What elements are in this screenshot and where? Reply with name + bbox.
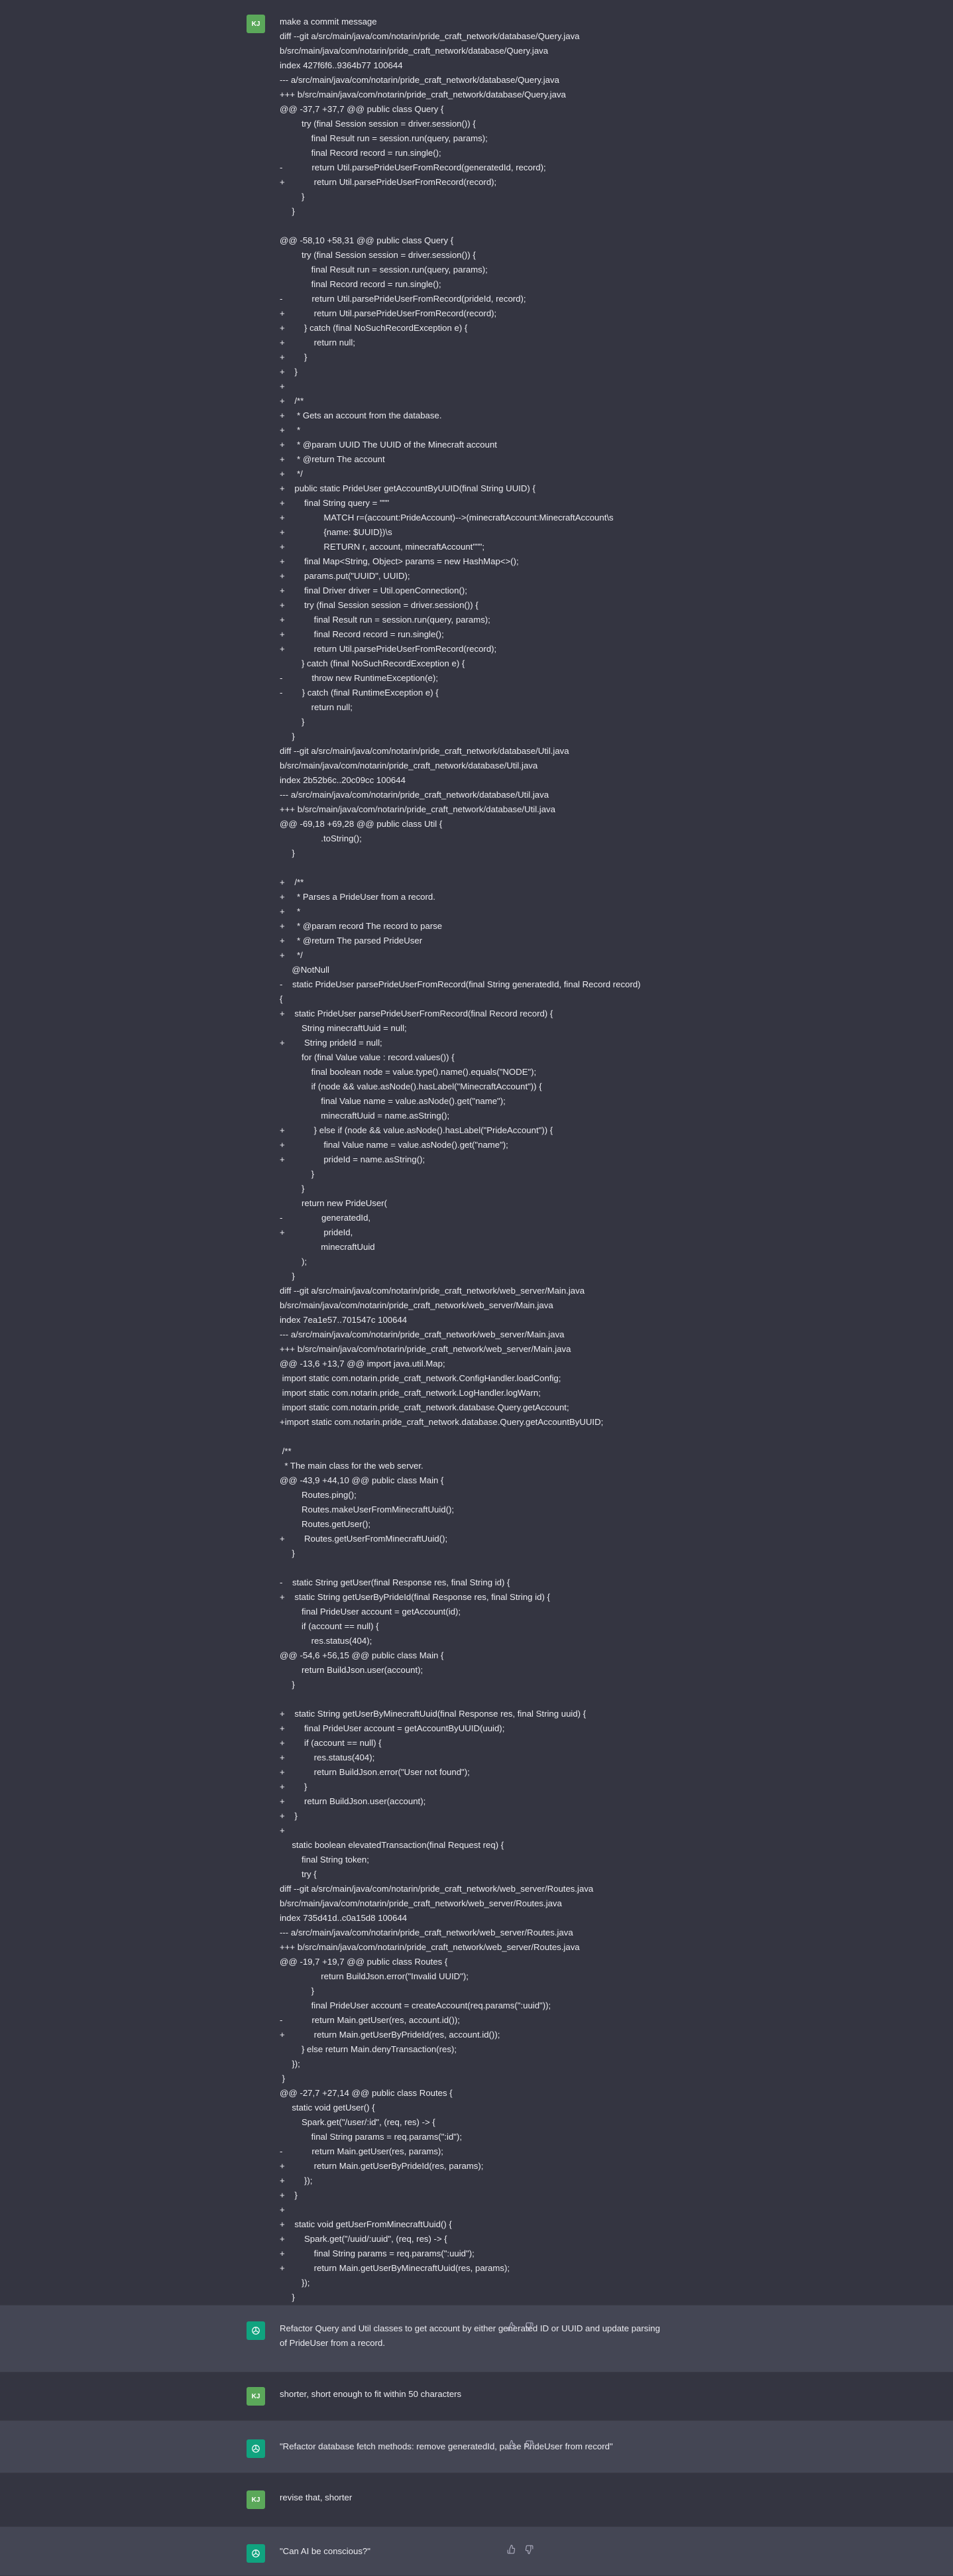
message-text: Refactor Query and Util classes to get account by either generated ID or UUID and update parsing of PrideUser from a record. [280, 2323, 660, 2348]
assistant-message [0, 2420, 953, 2473]
assistant-avatar [247, 2439, 265, 2458]
thumbs-up-icon[interactable] [506, 2439, 517, 2450]
message-actions [506, 2544, 534, 2555]
openai-logo-icon [250, 2547, 262, 2559]
assistant-avatar [247, 2321, 265, 2340]
openai-logo-icon [250, 2325, 262, 2337]
assistant-message [0, 2305, 953, 2372]
assistant-avatar [247, 2544, 265, 2563]
user-message [0, 2473, 953, 2526]
thumbs-down-icon[interactable] [524, 2544, 534, 2555]
thumbs-up-icon[interactable] [506, 2321, 517, 2332]
thumbs-up-icon[interactable] [506, 2544, 517, 2555]
message-actions [506, 2439, 534, 2450]
message-text: "Can AI be conscious?" [280, 2546, 370, 2556]
message-actions [506, 2321, 534, 2332]
message-text: revise that, shorter [280, 2492, 353, 2502]
user-message [0, 2372, 953, 2420]
message-text: shorter, short enough to fit within 50 characters [280, 2389, 462, 2399]
thumbs-down-icon[interactable] [524, 2321, 534, 2332]
user-avatar: KJ [247, 2387, 265, 2406]
thumbs-down-icon[interactable] [524, 2439, 534, 2450]
assistant-message [0, 2526, 953, 2576]
user-avatar: KJ [247, 15, 265, 33]
message-text: "Refactor database fetch methods: remove generatedId, parse PrideUser from record" [280, 2441, 613, 2451]
openai-logo-icon [250, 2443, 262, 2455]
user-avatar: KJ [247, 2490, 265, 2509]
message-text: make a commit message diff --git a/src/main/java/com/notarin/pride_craft_network/database/Query.java b/src/main/java/com/notarin/pride_craft_network/database/Query.java index 427f6f6..9364b77 100644 --- a/src/main/java/com/notarin/pride_craft_network/database/Query.java +++ b/src/main/java/com/notarin/pride_craft_network/database/Query.java @@ -37,7 +37,7 @@ public class Query { try (final Session session = driver.session()) { final Result run = session.run(query, params); final Record record = run.single(); - return Util.parsePrideUserFromRecord(generatedId, record); + return Util.parsePrideUserFromRecord(record); } } @@ -58,10 +58,31 @@ public class Query { try (final Session session = driver.session()) { final Result run = session.run(query, params); final Record record = run.single(); - return Util.parsePrideUserFromRecord(prideId, record); + return Util.parsePrideUserFromRecord(record); + } catch (final NoSuchRecordException e) { + return null; + } + } + + /** + * Gets an account from the database. + * + * @param UUID The UUID of the Minecraft account + * @return The account + */ + public static PrideUser getAccountByUUID(final String UUID) { + final String query = """ + MATCH r=(account:PrideAccount)-->(minecraftAccount:MinecraftAccount\s + {name: $UUID})\s + RETURN r, account, minecraftAccount"""; + final Map<String, Object> params = new HashMap<>(); + params.put("UUID", UUID); + final Driver driver = Util.openConnection(); + try (final Session session = driver.session()) { + final Result run = session.run(query, params); + final Record record = run.single(); + return Util.parsePrideUserFromRecord(record); } catch (final NoSuchRecordException e) { - throw new RuntimeException(e); - } catch (final RuntimeException e) { return null; } } diff --git a/src/main/java/com/notarin/pride_craft_network/database/Util.java b/src/main/java/com/notarin/pride_craft_network/database/Util.java index 2b52b6c..20c09cc 100644 --- a/src/main/java/com/notarin/pride_craft_network/database/Util.java +++ b/src/main/java/com/notarin/pride_craft_network/database/Util.java @@ -69,18 +69,28 @@ public class Util { .toString(); } + /** + * Parses a PrideUser from a record. + * + * @param record The record to parse + * @return The parsed PrideUser + */ @NotNull - static PrideUser parsePrideUserFromRecord(final String generatedId, final Record record) { + static PrideUser parsePrideUserFromRecord(final Record record) { String minecraftUuid = null; + String prideId = null; for (final Value value : record.values()) { final boolean node = value.type().name().equals("NODE"); if (node && value.asNode().hasLabel("MinecraftAccount")) { final Value name = value.asNode().get("name"); minecraftUuid = name.asString(); + } else if (node && value.asNode().hasLabel("PrideAccount")) { + final Value name = value.asNode().get("name"); + prideId = name.asString(); } } return new PrideUser( - generatedId, + prideId, minecraftUuid ); } diff --git a/src/main/java/com/notarin/pride_craft_network/web_server/Main.java b/src/main/java/com/notarin/pride_craft_network/web_server/Main.java index 7ea1e57..701547c 100644 --- a/src/main/java/com/notarin/pride_craft_network/web_server/Main.java +++ b/src/main/java/com/notarin/pride_craft_network/web_server/Main.java @@ -13,6 +13,7 @@ import java.util.Map; import static com.notarin.pride_craft_network.ConfigHandler.loadConfig; import static com.notarin.pride_craft_network.LogHandler.logWarn; import static com.notarin.pride_craft_network.database.Query.getAccount; +import static com.notarin.pride_craft_network.database.Query.getAccountByUUID; /** * The main class for the web server. @@ -43,9 +44,10 @@ public class Main { Routes.ping(); Routes.makeUserFromMinecraftUuid(); Routes.getUser(); + Routes.getUserFromMinecraftUuid(); } - static String getUser(final Response res, final String id) { + static String getUserByPrideId(final Response res, final String id) { final PrideUser account = getAccount(id); if (account == null) { res.status(404); @@ -54,6 +56,15 @@ public class Main { return BuildJson.user(account); } + static String getUserByMinecraftUuid(final Response res, final String uuid) { + final PrideUser account = getAccountByUUID(uuid); + if (account == null) { + res.status(404); + return BuildJson.error("User not found"); + } + return BuildJson.user(account); + } + static boolean elevatedTransaction(final Request req) { final String token; try { diff --git a/src/main/java/com/notarin/pride_craft_network/web_server/Routes.java b/src/main/java/com/notarin/pride_craft_network/web_server/Routes.java index 735d41d..c0a15d8 100644 --- a/src/main/java/com/notarin/pride_craft_network/web_server/Routes.java +++ b/src/main/java/com/notarin/pride_craft_network/web_server/Routes.java @@ -19,7 +19,7 @@ public class Routes { return BuildJson.error("Invalid UUID"); } final PrideUser account = createAccount(req.params(":uuid")); - return Main.getUser(res, account.id()); + return Main.getUserByPrideId(res, account.id()); } else return Main.denyTransaction(res); }); } @@ -27,7 +27,14 @@ public class Routes { static void getUser() { Spark.get("/user/:id", (req, res) -> { final String params = req.params(":id"); - return Main.getUser(res, params); + return Main.getUserByPrideId(res, params); + }); + } + + static void getUserFromMinecraftUuid() { + Spark.get("/uuid/:uuid", (req, res) -> { + final String params = req.params(":uuid"); + return Main.getUserByMinecraftUuid(res, params); }); } [280, 17, 641, 2302]
